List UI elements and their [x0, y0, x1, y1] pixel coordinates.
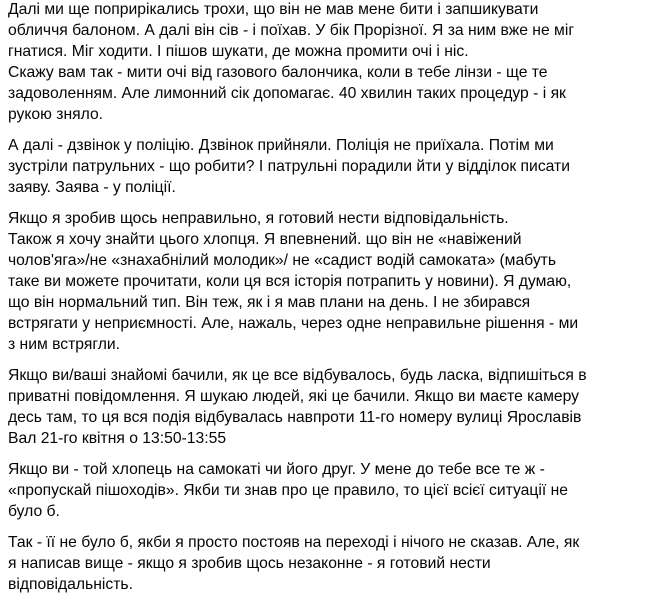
text-line: таке ви можете прочитати, коли ця вся історія потрапить у новини). Я думаю,	[8, 273, 572, 290]
text-line: з ним встрягли.	[8, 336, 121, 353]
text-line: що він нормальний тип. Він теж, як і я мав плани на день. І не збирався	[8, 294, 531, 311]
text-line: Далі ми ще поприрікались трохи, що він не мав мене бити і запшикувати	[8, 1, 539, 18]
text-line: чолов'яга»/не «знахабнілий молодик»/ не «садист водій самоката» (мабуть	[8, 252, 557, 269]
text-line: Вал 21-го квітня о 13:50-13:55	[8, 430, 227, 447]
paragraph	[8, 0, 642, 125]
text-line: заяву. Заява - у поліції.	[8, 179, 176, 196]
paragraph	[8, 208, 642, 355]
text-line: Скажу вам так - мити очі від газового балончика, коли в тебе лінзи - ще те	[8, 64, 548, 81]
text-line: приватні повідомлення. Я шукаю людей, які це бачили. Якщо ви маєте камеру	[8, 388, 580, 405]
text-line: обличчя балоном. А далі він сів - і поїхав. У бік Прорізної. Я за ним вже не міг	[8, 22, 575, 39]
text-line: задоволенням. Але лимонний сік допомагає. 40 хвилин таких процедур - і як	[8, 85, 566, 102]
text-line: зустріли патрульних - що робити? І патрульні порадили йти у відділок писати	[8, 158, 570, 175]
text-line: встрягати у неприємності. Але, нажаль, через одне неправильне рішення - ми	[8, 315, 579, 332]
text-line: Якщо ви - той хлопець на самокаті чи його друг. У мене до тебе все те ж -	[8, 461, 545, 478]
text-line: А далі - дзвінок у поліцію. Дзвінок прийняли. Поліція не приїхала. Потім ми	[8, 137, 554, 154]
text-line: десь там, то ця вся подія відбувалась навпроти 11-го номеру вулиці Ярославів	[8, 409, 582, 426]
text-line: було б.	[8, 503, 60, 520]
text-line: Якщо я зробив щось неправильно, я готовий нести відповідальність.	[8, 210, 509, 227]
text-line: Так - її не було б, якби я просто постояв на переході і нічого не сказав. Але, як	[8, 534, 580, 551]
paragraph	[8, 532, 642, 595]
text-line: Якщо ви/ваші знайомі бачили, як це все відбувалось, будь ласка, відпишіться в	[8, 367, 587, 384]
text-line: «пропускай пішоходів». Якби ти знав про це правило, то цієї всієї ситуації не	[8, 482, 568, 499]
text-line: відповідальність.	[8, 576, 133, 593]
text-line: гнатися. Міг ходити. І пішов шукати, де можна промити очі і ніс.	[8, 43, 469, 60]
text-line: Також я хочу знайти цього хлопця. Я впевнений. що він не «навіжений	[8, 231, 522, 248]
paragraph	[8, 365, 642, 449]
text-line: рукою зняло.	[8, 106, 104, 123]
text-line: я написав вище - якщо я зробив щось незаконне - я готовий нести	[8, 555, 491, 572]
paragraph	[8, 135, 642, 198]
paragraph	[8, 459, 642, 522]
